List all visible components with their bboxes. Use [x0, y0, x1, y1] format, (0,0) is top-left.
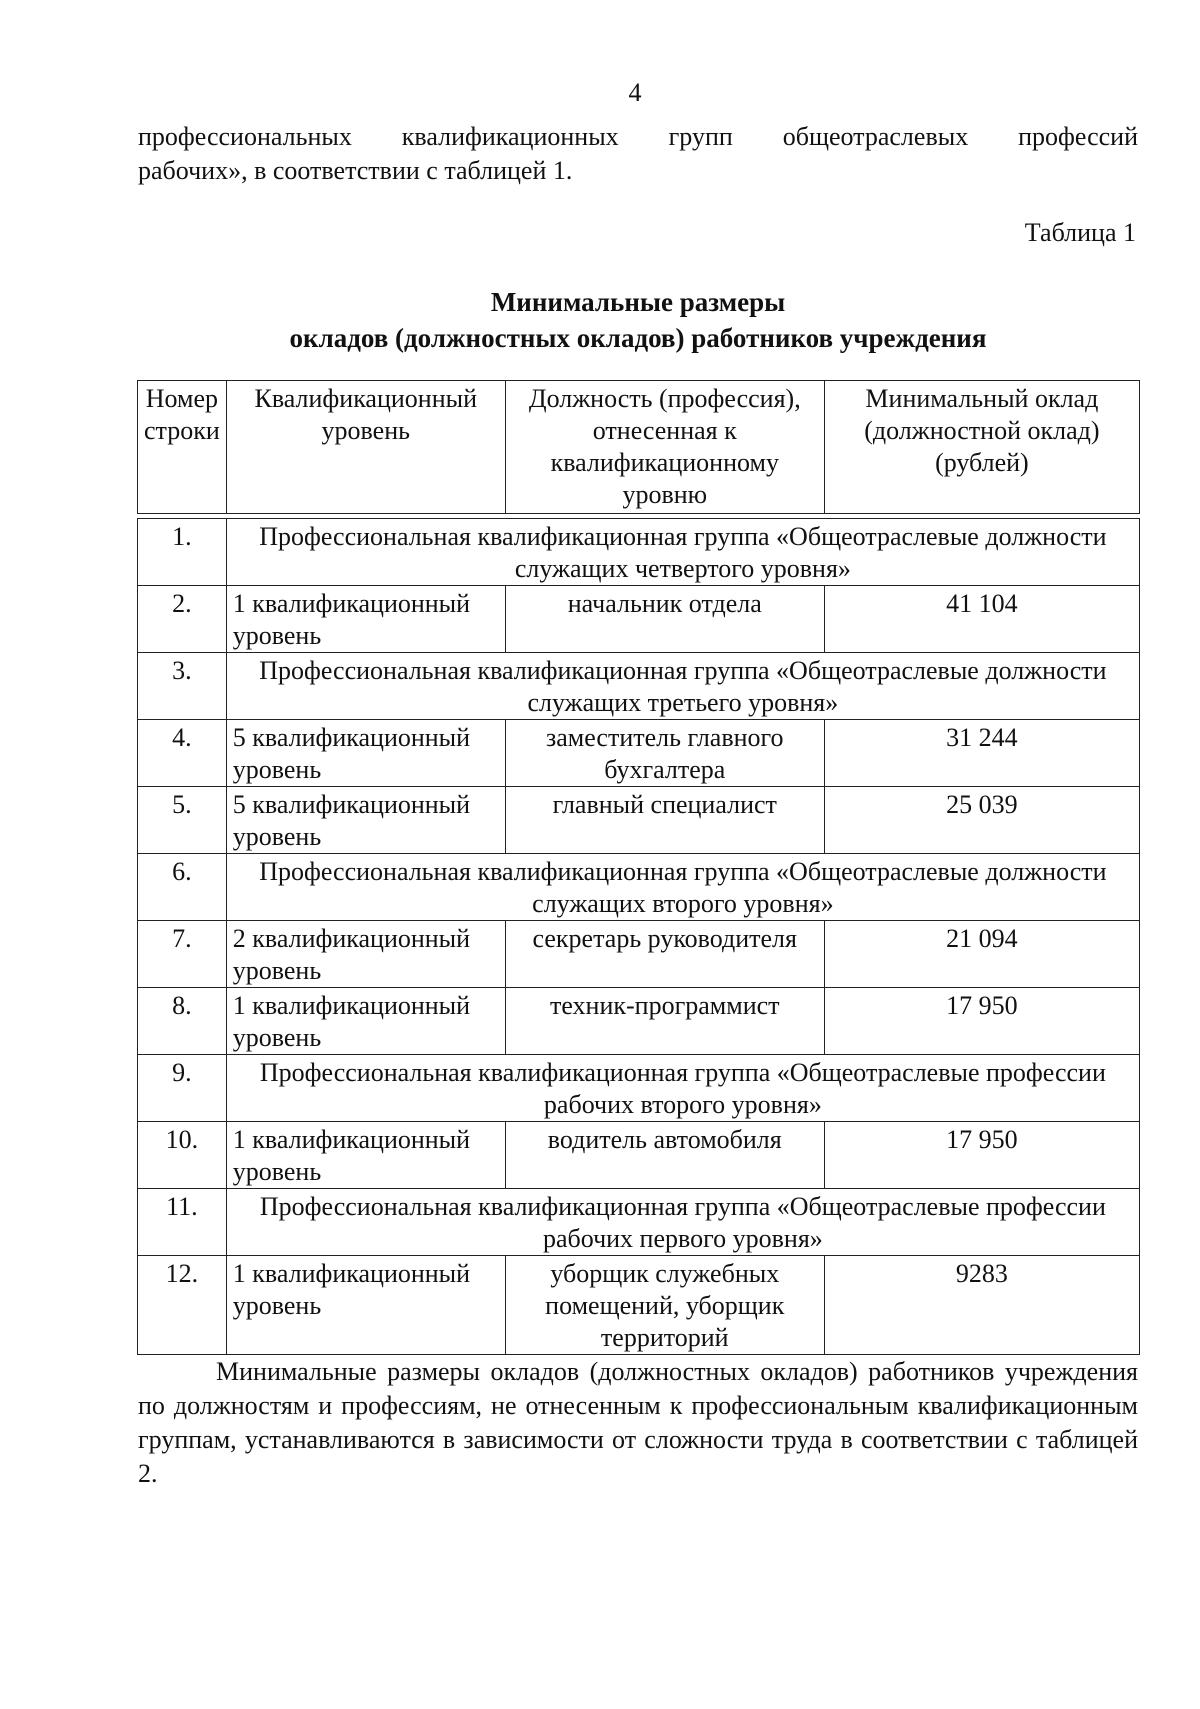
group-row [138, 653, 1140, 720]
qualification-level: 1 квалификационный уровень [226, 1122, 505, 1189]
minimum-salary: 21 094 [824, 921, 1139, 988]
group-name: Профессиональная квалификационная группа «Общеотраслевые профессии рабочих первого уровня» [226, 1189, 1139, 1256]
row-number: 7. [138, 921, 227, 988]
minimum-salary: 17 950 [824, 1122, 1139, 1189]
position-name: техник-программист [505, 988, 824, 1055]
position-name: секретарь руководителя [505, 921, 824, 988]
table-row [138, 921, 1140, 988]
header-level: Квалификационный уровень [226, 381, 505, 514]
minimum-salary: 25 039 [824, 787, 1139, 854]
table-header-row [138, 381, 1140, 514]
group-row [138, 854, 1140, 921]
group-name: Профессиональная квалификационная группа «Общеотраслевые должности служащих третьего уровня» [226, 653, 1139, 720]
row-number: 8. [138, 988, 227, 1055]
table-title-line-2: окладов (должностных окладов) работников учреждения [289, 323, 987, 353]
row-number: 5. [138, 787, 227, 854]
table-title-line-1: Минимальные размеры [490, 287, 786, 317]
table-row [138, 720, 1140, 787]
row-number: 6. [138, 854, 227, 921]
minimum-salary: 17 950 [824, 988, 1139, 1055]
qualification-level: 1 квалификационный уровень [226, 988, 505, 1055]
page-number: 4 [628, 78, 642, 107]
qualification-level: 5 квалификационный уровень [226, 720, 505, 787]
qualification-level: 1 квалификационный уровень [226, 586, 505, 653]
header-salary: Минимальный оклад (должностной оклад) (рублей) [824, 381, 1139, 514]
row-number: 9. [138, 1055, 227, 1122]
qualification-level: 1 квалификационный уровень [226, 1256, 505, 1355]
qualification-level: 5 квалификационный уровень [226, 787, 505, 854]
minimum-salary: 41 104 [824, 586, 1139, 653]
row-number: 1. [138, 519, 227, 586]
table-row [138, 1256, 1140, 1355]
header-position: Должность (профессия), отнесенная к квалификационному уровню [505, 381, 824, 514]
table-body [138, 519, 1140, 1355]
table-row [138, 787, 1140, 854]
table-label: Таблица 1 [1024, 218, 1136, 247]
group-row [138, 1189, 1140, 1256]
group-row [138, 519, 1140, 586]
group-name: Профессиональная квалификационная группа «Общеотраслевые должности служащих второго уровня» [226, 854, 1139, 921]
position-name: главный специалист [505, 787, 824, 854]
row-number: 11. [138, 1189, 227, 1256]
position-name: водитель автомобиля [505, 1122, 824, 1189]
header-num: Номер строки [138, 381, 227, 514]
row-number: 2. [138, 586, 227, 653]
minimum-salary: 9283 [824, 1256, 1139, 1355]
table-title [138, 284, 1138, 356]
intro-line-2: рабочих», в соответствии с таблицей 1. [138, 156, 573, 185]
closing-paragraph: Минимальные размеры окладов (должностных окладов) работников учреждения по должностям и профессиям, не отнесенным к профессиональным квалификационным группам, устанавливаются в зависимости от сложности труда в соответствии с таблицей 2. [138, 1357, 1138, 1488]
intro-line-1: профессиональных квалификационных групп общеотраслевых профессий [138, 122, 1138, 151]
position-name: уборщик служебных помещений, уборщик территорий [505, 1256, 824, 1355]
row-number: 3. [138, 653, 227, 720]
row-number: 4. [138, 720, 227, 787]
table-row [138, 586, 1140, 653]
position-name: начальник отдела [505, 586, 824, 653]
group-row [138, 1055, 1140, 1122]
intro-paragraph [138, 120, 1138, 188]
table-row [138, 988, 1140, 1055]
table-row [138, 1122, 1140, 1189]
position-name: заместитель главного бухгалтера [505, 720, 824, 787]
row-number: 12. [138, 1256, 227, 1355]
minimum-salary: 31 244 [824, 720, 1139, 787]
qualification-level: 2 квалификационный уровень [226, 921, 505, 988]
row-number: 10. [138, 1122, 227, 1189]
salary-table [137, 380, 1140, 1355]
group-name: Профессиональная квалификационная группа «Общеотраслевые профессии рабочих второго уровня» [226, 1055, 1139, 1122]
group-name: Профессиональная квалификационная группа «Общеотраслевые должности служащих четвертого уровня» [226, 519, 1139, 586]
